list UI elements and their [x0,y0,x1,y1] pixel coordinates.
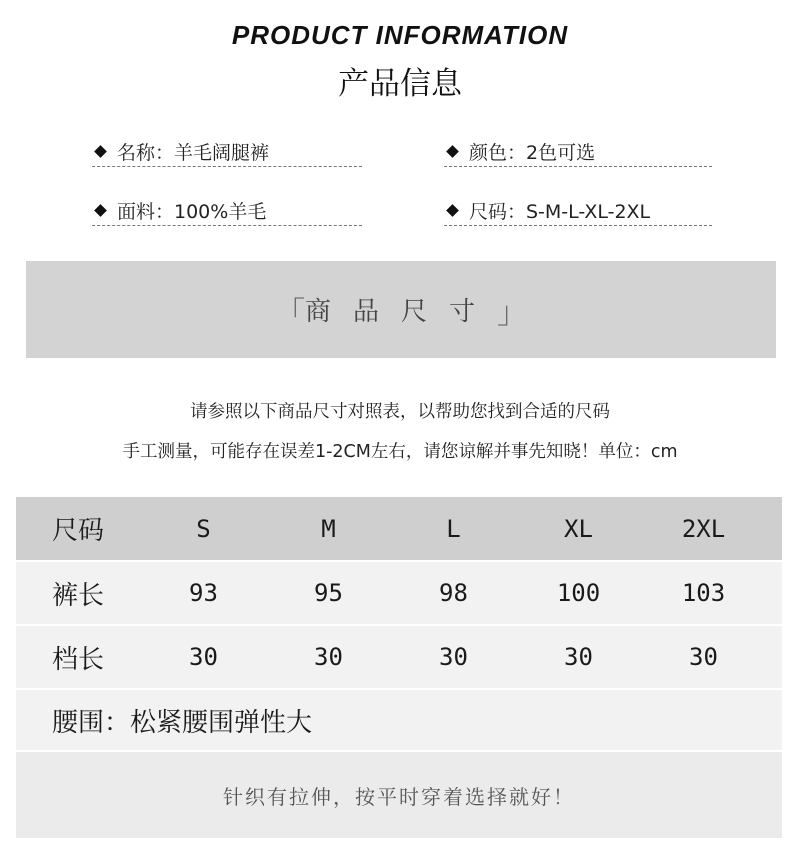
row-label: 档长 [52,644,105,675]
table-cell: 30 [564,643,593,671]
note-line-2: 手工测量，可能存在误差1-2CM左右，请您谅解并事先知晓！单位：cm [122,442,678,462]
banner-title: 商品尺寸 [304,297,497,327]
banner-close-bracket: 」 [497,295,527,331]
table-row [16,626,782,688]
info-color-text: 颜色：2色可选 [469,141,596,164]
header-size: S [196,514,211,543]
info-fabric-text: 面料：100%羊毛 [117,200,267,223]
table-cell: 103 [681,579,726,607]
waist-note: 腰围：松紧腰围弹性大 [16,690,782,750]
table-cell: 30 [314,643,343,671]
table-cell: 98 [439,579,468,607]
diamond-bullet-icon [446,204,459,217]
note-line-1: 请参照以下商品尺寸对照表，以帮助您找到合适的尺码 [190,402,610,422]
banner-open-bracket: 「 [274,295,305,331]
table-cell: 93 [189,579,218,607]
table-cell: 95 [314,579,343,607]
table-cell: 30 [439,643,468,671]
fit-tip: 针织有拉伸，按平时穿着选择就好！ [16,752,782,838]
header-size: M [321,514,336,543]
info-color [444,136,712,167]
table-cell: 100 [556,579,601,607]
info-fabric [92,195,362,226]
diamond-bullet-icon [94,145,107,158]
size-banner [26,261,776,358]
table-row [16,562,782,624]
header-size: 2XL [681,514,726,543]
row-label: 裤长 [52,580,105,611]
title-english: PRODUCT INFORMATION [231,20,569,50]
info-name-text: 名称：羊毛阔腿裤 [117,141,270,164]
table-header-row [16,497,782,560]
header-size: XL [564,514,593,543]
info-size [444,195,712,226]
header-size: L [446,514,461,543]
table-cell: 30 [689,643,718,671]
info-size-text: 尺码：S-M-L-XL-2XL [469,200,651,223]
title-chinese: 产品信息 [338,66,462,102]
table-cell: 30 [189,643,218,671]
info-name [92,136,362,167]
diamond-bullet-icon [94,204,107,217]
diamond-bullet-icon [446,145,459,158]
size-table [16,497,782,838]
header-label: 尺码 [52,516,105,546]
